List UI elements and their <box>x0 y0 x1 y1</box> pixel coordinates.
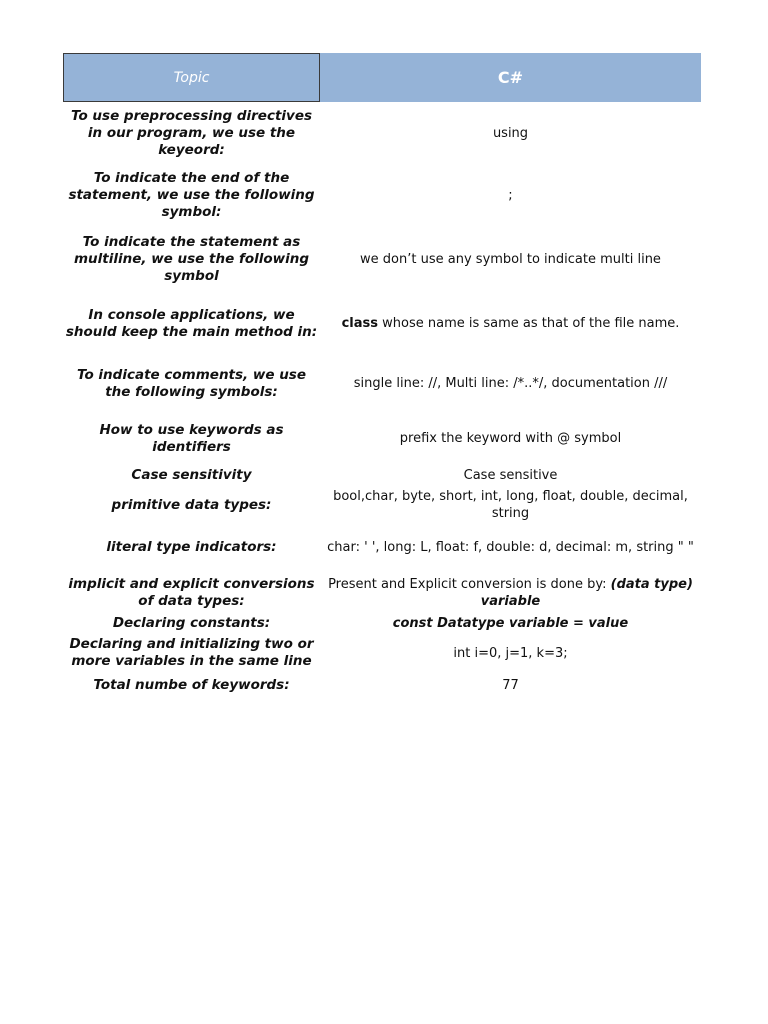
topic-cell: In console applications, we should keep the main method in: <box>65 306 318 340</box>
table-row <box>63 164 701 226</box>
answer-cell: bool,char, byte, short, int, long, float, double, decimal, string <box>333 489 688 521</box>
answer-cell: prefix the keyword with @ symbol <box>399 431 622 446</box>
topic-cell: Case sensitivity <box>131 466 252 483</box>
table-row <box>63 524 701 571</box>
answer-cell: int i=0, j=1, k=3; <box>453 645 568 661</box>
table-row <box>63 102 701 164</box>
answer-cell: const Datatype variable = value <box>392 615 629 631</box>
table-row <box>63 464 701 486</box>
table-row <box>63 226 701 293</box>
answer-cell: 77 <box>502 677 519 693</box>
answer-cell: Case sensitive <box>463 467 558 483</box>
topic-cell: To indicate the statement as multiline, we use the following symbol <box>73 234 310 284</box>
answer-cell: single line: //, Multi line: /*..*/, documentation /// <box>353 376 668 391</box>
table-row <box>63 354 701 413</box>
table-header <box>63 53 701 102</box>
topic-cell: How to use keywords as identifiers <box>99 421 284 455</box>
topic-cell: To indicate comments, we use the following symbols: <box>76 366 307 400</box>
answer-cell: char: ' ', long: L, float: f, double: d, decimal: m, string " " <box>327 540 694 555</box>
topic-cell: Declaring and initializing two or more variables in the same line <box>69 636 314 669</box>
table-row <box>63 486 701 524</box>
answer-cell: ; <box>508 187 513 203</box>
answer-cell <box>320 576 701 610</box>
table-row <box>63 614 701 632</box>
table-row <box>63 413 701 464</box>
answer-bold-italic-text: (data type) variable <box>480 576 693 609</box>
topic-cell: literal type indicators: <box>106 539 277 555</box>
answer-cell <box>320 315 701 332</box>
table-row <box>63 674 701 696</box>
table-row <box>63 571 701 614</box>
answer-cell: we don’t use any symbol to indicate multi line <box>360 252 661 267</box>
table-row <box>63 632 701 674</box>
answer-text: whose name is same as that of the file name. <box>378 316 680 331</box>
topic-cell: implicit and explicit conversions of data types: <box>68 575 315 609</box>
topic-cell: To indicate the end of the statement, we use the following symbol: <box>68 169 315 220</box>
comparison-table <box>63 53 701 696</box>
topic-cell: To use preprocessing directives in our program, we use the keyeord: <box>70 107 313 158</box>
answer-bold-text: class <box>341 316 379 331</box>
answer-cell: using <box>492 125 529 141</box>
language-header-cell: C# <box>497 68 524 87</box>
topic-header-cell[interactable]: Topic <box>63 53 320 102</box>
topic-cell: Total numbe of keywords: <box>93 676 290 693</box>
topic-cell: Declaring constants: <box>112 614 271 631</box>
table-row <box>63 293 701 354</box>
answer-text: Present and Explicit conversion is done by: <box>328 576 611 592</box>
topic-cell: primitive data types: <box>111 496 272 513</box>
